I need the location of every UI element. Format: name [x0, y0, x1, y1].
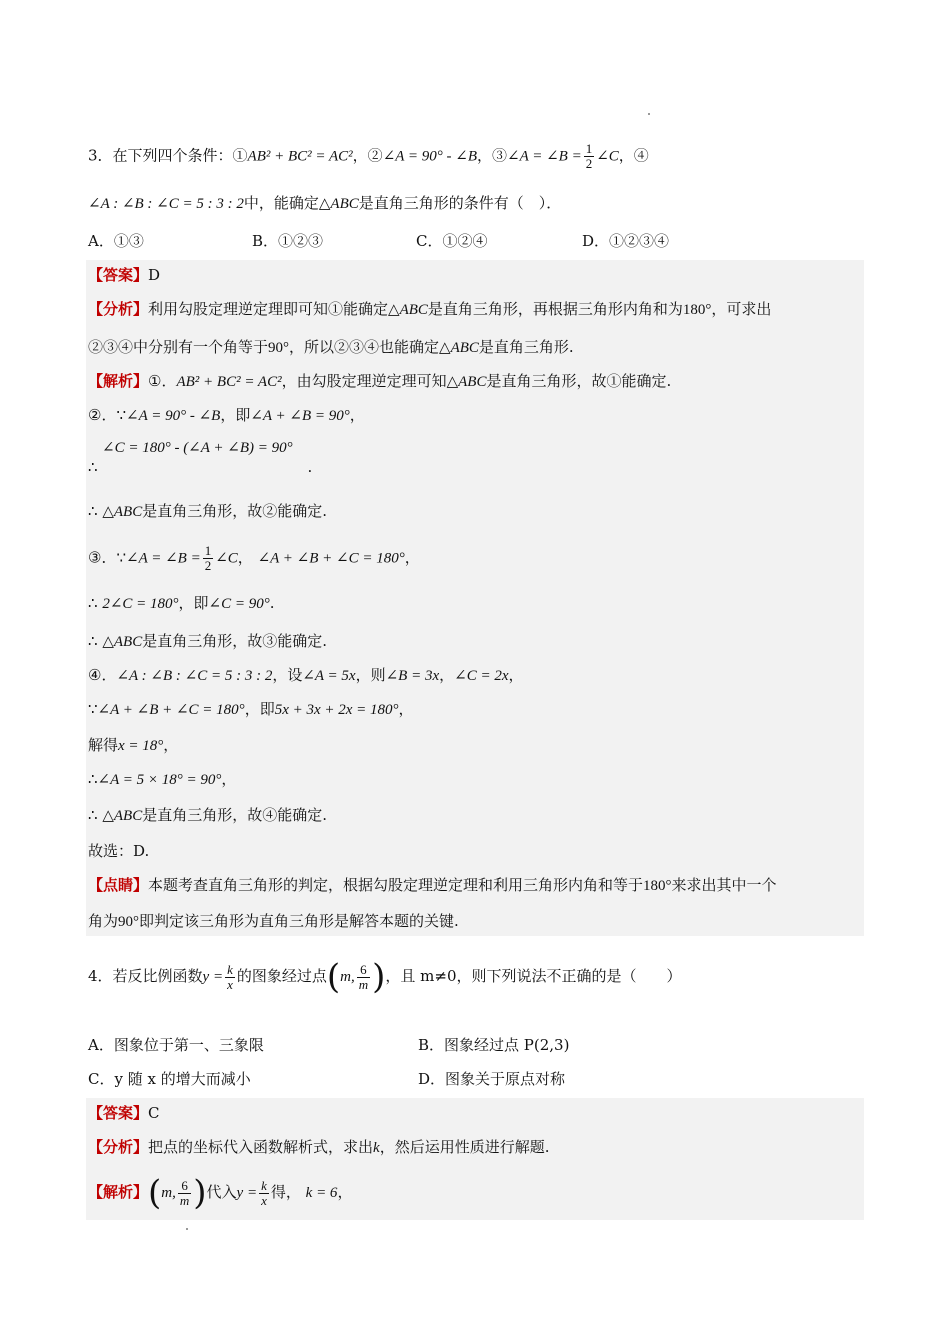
- q3-analysis-line2: ②③④中分别有一个角等于90°，所以②③④也能确定△ABC是直角三角形.: [88, 338, 574, 356]
- q3-comment-line1: 【点睛】本题考查直角三角形的判定，根据勾股定理逆定理和利用三角形内角和等于180°来求出其中一个: [88, 876, 777, 894]
- q4-option-a: A．图象位于第一、三象限: [88, 1036, 264, 1054]
- q3-stem-line2: ∠A : ∠B : ∠C = 5 : 3 : 2中，能确定△ABC是直角三角形的条件有（ ）．: [88, 194, 562, 212]
- q3-number: 3．在下列四个条件：①: [88, 146, 248, 165]
- q3-option-a: A．①③: [88, 232, 144, 250]
- q3-analysis-line1: 【分析】利用勾股定理逆定理即可知①能确定△ABC是直角三角形，再根据三角形内角和为180°，可求出: [88, 300, 772, 318]
- q3-condition-1: AB² + BC² = AC²: [247, 148, 353, 165]
- q3-solution-step4-concl: ∴ △ABC是直角三角形，故④能确定.: [88, 806, 327, 824]
- page-mark-dot: [648, 113, 650, 115]
- q3-solution-step4-b: ∵∠A + ∠B + ∠C = 180°，即5x + 3x + 2x = 180°，: [88, 700, 414, 718]
- q3-option-d: D．①②③④: [582, 232, 670, 250]
- q4-option-d: D．图象关于原点对称: [418, 1070, 566, 1088]
- q3-option-c: C．①②④: [416, 232, 488, 250]
- fraction-one-half: $\frac{1}{2}$: [585, 141, 593, 171]
- q3-solution-step3: ③．∵∠A = ∠B = $\frac{1}{2}$ ∠C， ∠A + ∠B + ∠C = 180°，: [88, 543, 420, 573]
- q4-option-b: B．图象经过点 P(2,3): [418, 1036, 570, 1054]
- q3-solution-step4-c: 解得x = 18°，: [88, 736, 179, 754]
- q3-solution-step3-concl: ∴ △ABC是直角三角形，故③能确定.: [88, 632, 327, 650]
- q3-condition-3: ∠A = ∠B =: [507, 148, 582, 165]
- page-mark-dot: [186, 1228, 188, 1230]
- q3-answer: 【答案】D: [88, 266, 161, 284]
- q3-solution-step3-b: ∴ 2∠C = 180°，即∠C = 90°.: [88, 594, 275, 612]
- q3-solution-step2-concl: ∴ △ABC是直角三角形，故②能确定.: [88, 502, 327, 520]
- q4-analysis: 【分析】把点的坐标代入函数解析式，求出k，然后运用性质进行解题.: [88, 1138, 550, 1156]
- q3-solution-step2: ②．∵∠A = 90° - ∠B，即∠A + ∠B = 90°，: [88, 406, 365, 424]
- q3-solution-step4: ④．∠A : ∠B : ∠C = 5 : 3 : 2，设∠A = 5x，则∠B = 3x，∠C = 2x，: [88, 666, 524, 684]
- q3-choose: 故选：D.: [88, 842, 150, 860]
- q3-condition-2: ∠A = 90° - ∠B: [382, 148, 477, 165]
- q4-solution: 【解析】(m, $\frac{6}{m}$ )代入y = $\frac{k}{x}$ 得， k = 6，: [88, 1173, 353, 1213]
- q3-condition-4: ∠A : ∠B : ∠C = 5 : 3 : 2: [88, 196, 244, 212]
- q3-comment-line2: 角为90°即判定该三角形为直角三角形是解答本题的关键.: [88, 912, 459, 930]
- q3-solution-step4-d: ∴∠A = 5 × 18° = 90°，: [88, 770, 237, 788]
- q3-solution-step2-eq: ∠C = 180° - (∠A + ∠B) = 90°: [102, 440, 293, 456]
- q4-option-c: C．y 随 x 的增大而减小: [88, 1070, 251, 1088]
- q3-option-b: B．①②③: [252, 232, 324, 250]
- q4-answer: 【答案】C: [88, 1104, 160, 1122]
- q3-stem-line1: 3．在下列四个条件：①AB² + BC² = AC²，②∠A = 90° - ∠B，③∠A = ∠B = $\frac{1}{2}$ ∠C，④: [88, 141, 649, 171]
- q3-solution-step1: 【解析】①．AB² + BC² = AC²，由勾股定理逆定理可知△ABC是直角三角形，故①能确定.: [88, 372, 672, 390]
- q3-therefore-1: ∴ .: [88, 458, 313, 476]
- q4-stem: 4．若反比例函数y = $\frac{k}{x}$ 的图象经过点(m, $\frac{6}{m}$ )，且 m≠0，则下列说法不正确的是（ ）: [88, 957, 682, 997]
